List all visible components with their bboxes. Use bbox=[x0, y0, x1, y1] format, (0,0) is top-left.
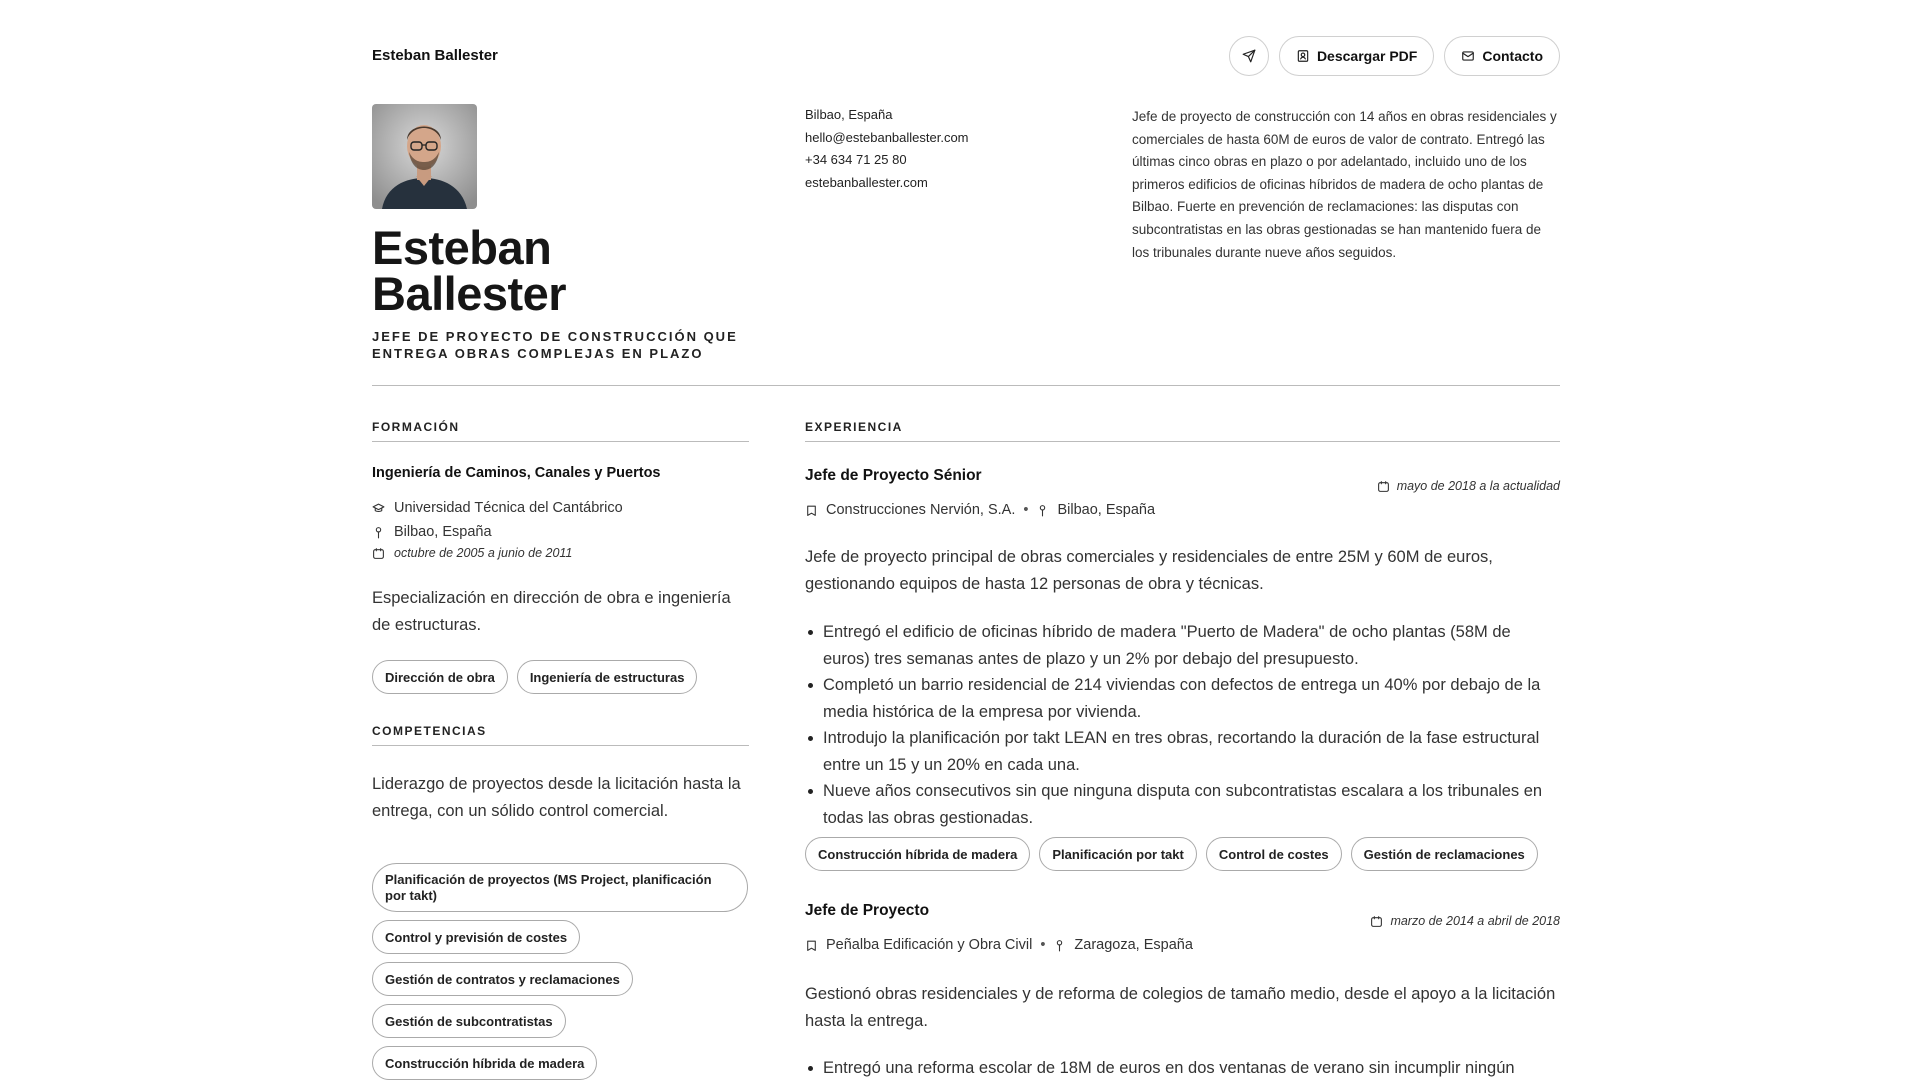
skill-tag: Gestión de contratos y reclamaciones bbox=[372, 962, 633, 996]
job-tag: Construcción híbrida de madera bbox=[805, 837, 1030, 871]
education-heading-line bbox=[372, 441, 749, 442]
header-divider bbox=[372, 385, 1560, 386]
map-pin-icon bbox=[1036, 504, 1049, 517]
job-tags bbox=[805, 837, 1560, 871]
achievement-item: Entregó una reforma escolar de 18M de euros en dos ventanas de verano sin incumplir ningún bbox=[805, 1055, 1560, 1080]
calendar-icon bbox=[1377, 480, 1390, 493]
map-pin-icon bbox=[1053, 939, 1066, 952]
about-summary: Jefe de proyecto de construcción con 14 años en obras residenciales y comerciales de hasta 60M de euros de valor de contrato. Entregó las últimas cinco obras en plazo o por adelantado, incluido uno de los primeros edificios de oficinas híbridos de madera de ocho plantas de Bilbao. Fuerte en prevención de reclamaciones: las disputas con subcontratistas en las obras gestionadas se han mantenido fuera de los tribunales durante nueve años seguidos. bbox=[1132, 109, 1557, 260]
job-dates-row bbox=[1377, 479, 1560, 493]
send-icon bbox=[1242, 49, 1256, 63]
education-school: Universidad Técnica del Cantábrico bbox=[394, 500, 623, 516]
education-tags bbox=[372, 660, 749, 694]
achievement-item: Introdujo la planificación por takt LEAN en tres obras, recortando la duración de la fase estructural entre un 15 y un 20% en cada una. bbox=[805, 725, 1560, 778]
job-title: Jefe de Proyecto Sénior bbox=[805, 467, 982, 484]
first-name: Esteban bbox=[372, 221, 552, 274]
skill-tag: Planificación de proyectos (MS Project, planificación por takt) bbox=[372, 863, 748, 912]
file-user-icon bbox=[1296, 49, 1310, 63]
calendar-icon bbox=[1370, 915, 1383, 928]
contact-button[interactable] bbox=[1444, 36, 1560, 76]
skills-description: Liderazgo de proyectos desde la licitación hasta la entrega, con un sólido control comercial. bbox=[372, 775, 741, 820]
job-dates: mayo de 2018 a la actualidad bbox=[1396, 479, 1560, 493]
job-tag: Planificación por takt bbox=[1039, 837, 1196, 871]
job-company: Construcciones Nervión, S.A. bbox=[826, 502, 1016, 518]
person-name bbox=[372, 221, 732, 320]
education-heading: FORMACIÓN bbox=[372, 420, 460, 434]
education-dates-row bbox=[372, 546, 572, 560]
education-dates: octubre de 2005 a junio de 2011 bbox=[394, 546, 573, 560]
building-icon bbox=[805, 939, 818, 952]
download-pdf-label: Descargar PDF bbox=[1316, 48, 1418, 64]
calendar-icon bbox=[372, 547, 385, 560]
education-location-row bbox=[372, 524, 492, 540]
job-description: Jefe de proyecto principal de obras comerciales y residenciales de entre 25M y 60M de euros, gestionando equipos de hasta 12 personas de obra y técnicas. bbox=[805, 548, 1493, 593]
skill-tag: Gestión de subcontratistas bbox=[372, 1004, 566, 1038]
achievement-item: Nueve años consecutivos sin que ninguna disputa con subcontratistas escalara a los tribunales en todas las obras gestionadas. bbox=[805, 778, 1560, 831]
experience-heading-line bbox=[805, 441, 1560, 442]
building-icon bbox=[805, 504, 818, 517]
contact-website[interactable]: estebanballester.com bbox=[805, 174, 928, 190]
job-dates: marzo de 2014 a abril de 2018 bbox=[1390, 914, 1560, 928]
job-meta-row bbox=[805, 502, 1155, 518]
experience-heading: EXPERIENCIA bbox=[805, 420, 903, 434]
job-location: Zaragoza, España bbox=[1074, 937, 1193, 953]
map-pin-icon bbox=[372, 526, 385, 539]
contact-info bbox=[805, 104, 969, 194]
contact-phone[interactable]: +34 634 71 25 80 bbox=[805, 152, 907, 167]
skills-heading-line bbox=[372, 745, 749, 746]
separator-dot: • bbox=[1040, 937, 1046, 953]
tagline: JEFE DE PROYECTO DE CONSTRUCCIÓN QUE ENTREGA OBRAS COMPLEJAS EN PLAZO bbox=[372, 329, 738, 361]
achievement-item: Completó un barrio residencial de 214 viviendas con defectos de entrega un 40% por debajo de la media histórica de la empresa por vivienda. bbox=[805, 672, 1560, 725]
education-location: Bilbao, España bbox=[394, 524, 492, 540]
top-actions bbox=[1229, 36, 1560, 76]
skill-tag: Construcción híbrida de madera bbox=[372, 1046, 597, 1080]
education-description: Especialización en dirección de obra e ingeniería de estructuras. bbox=[372, 589, 731, 634]
job-meta-row bbox=[805, 937, 1193, 953]
job-title: Jefe de Proyecto bbox=[805, 902, 930, 919]
job-location: Bilbao, España bbox=[1057, 502, 1156, 518]
profile-photo bbox=[372, 104, 477, 209]
education-degree: Ingeniería de Caminos, Canales y Puertos bbox=[372, 465, 661, 481]
job-description: Gestionó obras residenciales y de reforma de colegios de tamaño medio, desde el apoyo a la licitación hasta la entrega. bbox=[805, 985, 1556, 1030]
contact-label: Contacto bbox=[1482, 48, 1543, 64]
education-school-row bbox=[372, 500, 623, 516]
job-achievements bbox=[805, 619, 1560, 831]
brand-name[interactable]: Esteban Ballester bbox=[372, 47, 498, 64]
skills-tags bbox=[372, 863, 748, 1080]
mail-icon bbox=[1461, 49, 1475, 63]
top-bar bbox=[372, 36, 1560, 76]
graduation-cap-icon bbox=[372, 502, 385, 515]
job-tag: Gestión de reclamaciones bbox=[1351, 837, 1538, 871]
download-pdf-button[interactable] bbox=[1279, 36, 1434, 76]
education-tag: Ingeniería de estructuras bbox=[517, 660, 698, 694]
separator-dot: • bbox=[1023, 502, 1029, 518]
achievement-item: Entregó el edificio de oficinas híbrido de madera "Puerto de Madera" de ocho plantas (58M de euros) tres semanas antes de plazo y un 2% por debajo del presupuesto. bbox=[805, 619, 1560, 672]
share-button[interactable] bbox=[1229, 36, 1269, 76]
job-tag: Control de costes bbox=[1206, 837, 1342, 871]
contact-location: Bilbao, España bbox=[805, 107, 893, 122]
skill-tag: Control y previsión de costes bbox=[372, 920, 580, 954]
skills-heading: COMPETENCIAS bbox=[372, 724, 487, 738]
last-name: Ballester bbox=[372, 267, 567, 320]
job-company: Peñalba Edificación y Obra Civil bbox=[826, 937, 1033, 953]
job-achievements bbox=[805, 1055, 1560, 1080]
contact-email[interactable]: hello@estebanballester.com bbox=[805, 129, 969, 145]
job-dates-row bbox=[1370, 914, 1560, 928]
education-tag: Dirección de obra bbox=[372, 660, 508, 694]
